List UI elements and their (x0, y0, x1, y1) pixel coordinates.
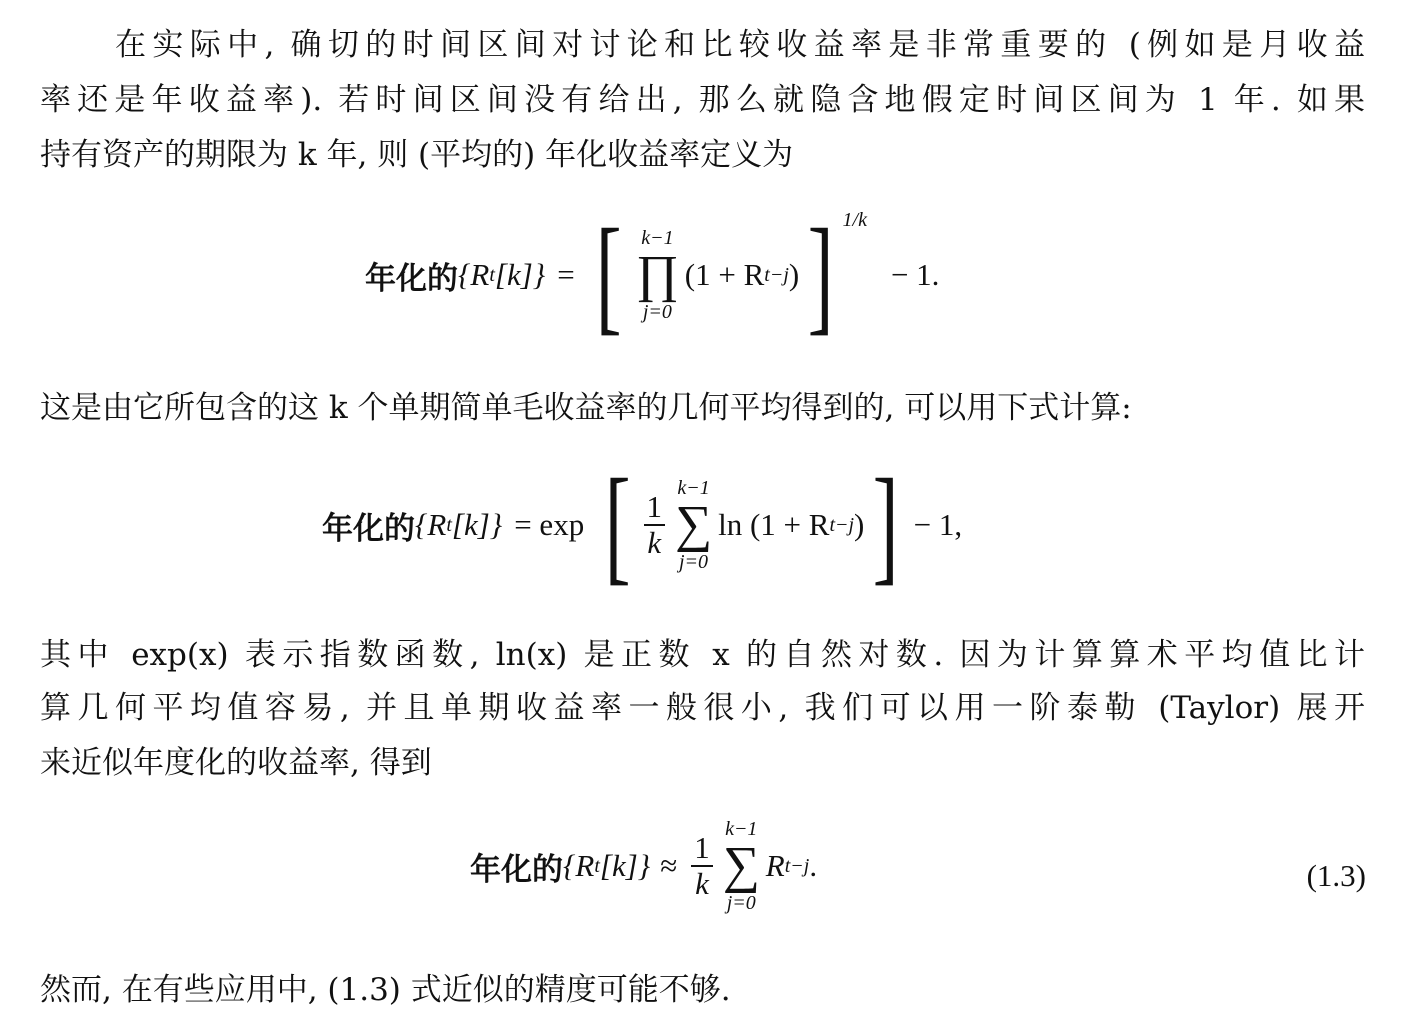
text-line: 来近似年度化的收益率, 得到 (40, 745, 432, 781)
text-line: 在实际中, 确切的时间区间对讨论和比较收益率是非常重要的 (例如是月收益 (115, 27, 1365, 63)
eq-close: ) (788, 257, 800, 292)
sum-operator (675, 477, 712, 573)
denominator: k (695, 866, 709, 901)
sum-operator (723, 818, 760, 914)
numerator: 1 (644, 490, 666, 526)
subscript: t−j (764, 263, 789, 286)
sum-symbol: ∑ (722, 837, 760, 894)
eq-lhs-word: 年化的 (470, 851, 563, 888)
eq-lhs-word: 年化的 (365, 260, 458, 297)
equation-annualized-geometric (365, 203, 940, 347)
text-line: 持有资产的期限为 k 年, 则 (平均的) 年化收益率定义为 (40, 137, 794, 173)
product-symbol: ∏ (635, 246, 679, 303)
text-line: 算几何平均值容易, 并且单期收益率一般很小, 我们可以用一阶泰勒 (Taylor) 展开 (40, 690, 1365, 726)
sum-symbol: ∑ (675, 496, 713, 553)
product-operator (636, 227, 679, 323)
eq-lhs-tail: [k]} (494, 257, 546, 292)
subscript: t (594, 854, 600, 877)
relation: ≈ (660, 848, 678, 883)
lower-limit: j=0 (679, 551, 709, 573)
left-bracket: [ (595, 203, 622, 347)
equation-annualized-exp (322, 453, 963, 597)
right-bracket: ] (807, 203, 834, 347)
paragraph-4: 然而, 在有些应用中, (1.3) 式近似的精度可能不够. (40, 972, 731, 1008)
right-bracket: ] (873, 453, 900, 597)
eq-lhs-word: 年化的 (322, 510, 415, 547)
numerator: 1 (691, 831, 713, 867)
subscript: t (446, 513, 452, 536)
subscript: t−j (784, 854, 810, 877)
equation-annualized-approx (470, 818, 817, 914)
eq-body: (1 + R (684, 257, 765, 292)
lower-limit: j=0 (726, 892, 756, 914)
eq-lhs: {R (415, 507, 447, 542)
relation: = exp (514, 507, 585, 542)
eq-close: . (809, 848, 818, 883)
lower-limit: j=0 (642, 301, 672, 323)
upper-limit: k−1 (725, 818, 758, 840)
subscript: t (489, 263, 495, 286)
upper-limit: k−1 (641, 227, 674, 249)
eq-close: ) (854, 507, 865, 542)
fraction (644, 490, 666, 560)
eq-tail: − 1, (913, 507, 963, 542)
denominator: k (647, 525, 662, 560)
subscript: t−j (829, 513, 855, 536)
equation-number: (1.3) (1306, 858, 1366, 893)
left-bracket: [ (604, 453, 631, 597)
fraction (691, 831, 713, 901)
paragraph-2: 这是由它所包含的这 k 个单期简单毛收益率的几何平均得到的, 可以用下式计算: (40, 390, 1132, 426)
eq-lhs-tail: [k]} (599, 848, 651, 883)
eq-lhs-tail: [k]} (451, 507, 503, 542)
eq-lhs: {R (563, 848, 595, 883)
upper-limit: k−1 (677, 477, 710, 499)
eq-body: R (765, 848, 785, 883)
exponent: 1/k (842, 209, 867, 231)
text-line: 其中 exp(x) 表示指数函数, ln(x) 是正数 x 的自然对数. 因为计算算术平均值比计 (40, 637, 1365, 673)
eq-body: ln (1 + R (718, 507, 830, 542)
eq-lhs: {R (458, 257, 490, 292)
text-line: 率还是年收益率). 若时间区间没有给出, 那么就隐含地假定时间区间为 1 年. 如果 (40, 82, 1365, 118)
relation: = (557, 257, 575, 292)
eq-tail: − 1. (890, 257, 940, 292)
